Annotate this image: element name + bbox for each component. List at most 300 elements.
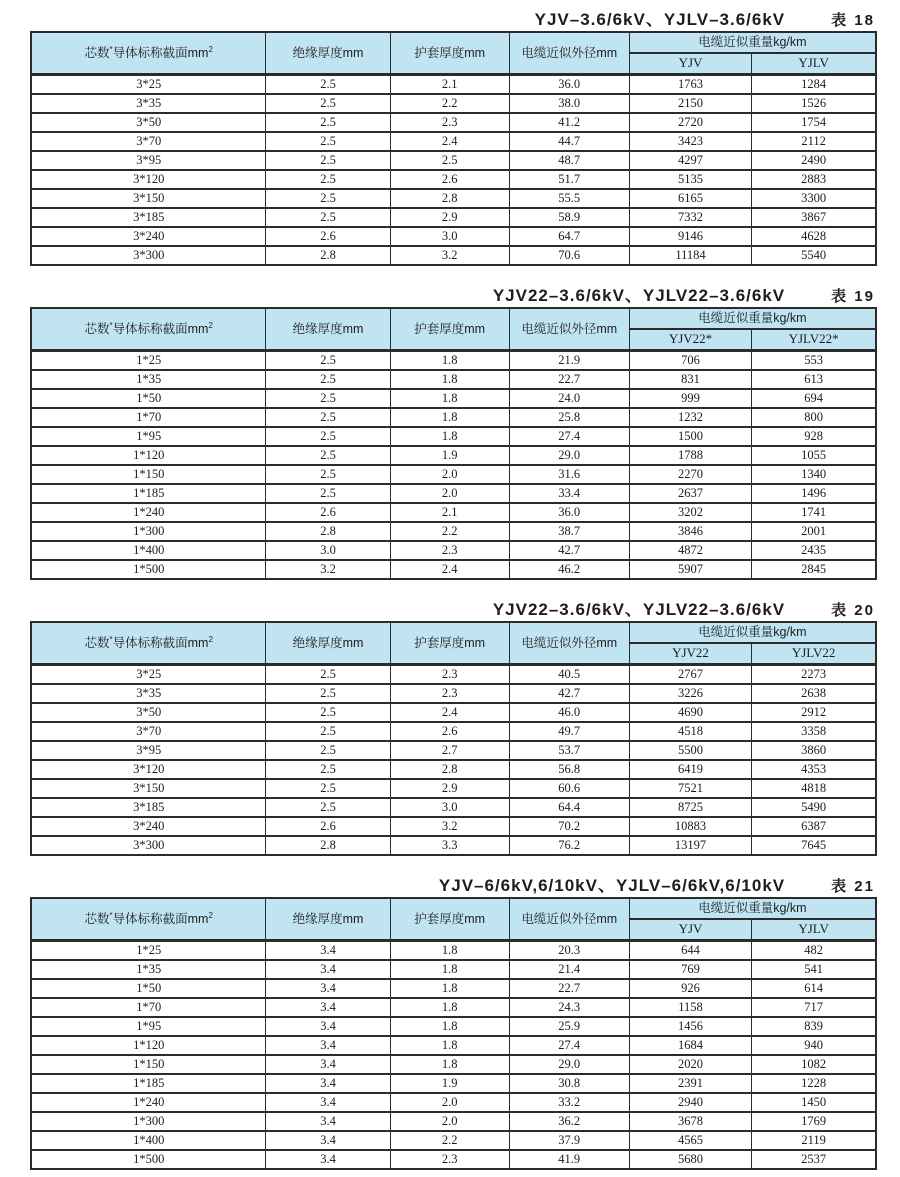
header-asterisk: * [109,634,113,644]
table-row [31,170,876,189]
cell-sheath-thickness: 2.6 [390,722,509,741]
cell-outer-diameter: 42.7 [509,684,629,703]
cell-outer-diameter: 33.2 [509,1093,629,1112]
cell-weight-a: 3846 [629,522,752,541]
cell-weight-a: 5500 [629,741,752,760]
cell-weight-b: 1082 [752,1055,876,1074]
cell-sheath-thickness: 2.2 [390,94,509,113]
cell-outer-diameter: 70.6 [509,246,629,265]
table-row [31,1074,876,1093]
cell-core-section: 3*240 [31,227,266,246]
cell-core-section: 3*25 [31,665,266,685]
cell-weight-b: 928 [752,427,876,446]
cell-outer-diameter: 36.0 [509,75,629,95]
header-row-group [31,308,876,329]
cell-insulation-thickness: 3.4 [266,1131,390,1150]
cell-outer-diameter: 29.0 [509,1055,629,1074]
cell-core-section: 3*300 [31,836,266,855]
cell-outer-diameter: 76.2 [509,836,629,855]
cell-insulation-thickness: 2.8 [266,836,390,855]
table-row [31,665,876,685]
cell-outer-diameter: 36.0 [509,503,629,522]
cell-weight-a: 1500 [629,427,752,446]
table-row [31,798,876,817]
table-row [31,389,876,408]
table-row [31,522,876,541]
cell-weight-a: 999 [629,389,752,408]
cell-sheath-thickness: 1.8 [390,1036,509,1055]
header-text: 导体标称截面mm [112,635,209,650]
header-asterisk: * [109,320,113,330]
cell-insulation-thickness: 2.5 [266,446,390,465]
cell-insulation-thickness: 2.6 [266,227,390,246]
cell-weight-a: 7332 [629,208,752,227]
cell-outer-diameter: 60.6 [509,779,629,798]
cell-outer-diameter: 31.6 [509,465,629,484]
cell-insulation-thickness: 2.5 [266,94,390,113]
table-row [31,684,876,703]
column-header-insulation: 绝缘厚度mm [266,308,390,351]
table-row [31,760,876,779]
cell-insulation-thickness: 2.6 [266,817,390,836]
spec-table [30,621,877,856]
cell-core-section: 1*35 [31,960,266,979]
cell-weight-a: 13197 [629,836,752,855]
cell-core-section: 1*240 [31,1093,266,1112]
table-row [31,484,876,503]
table-row [31,465,876,484]
cell-insulation-thickness: 3.4 [266,1036,390,1055]
column-header-core-section [31,32,266,75]
cell-insulation-thickness: 2.5 [266,189,390,208]
cell-weight-b: 5490 [752,798,876,817]
cell-core-section: 1*70 [31,998,266,1017]
table-title: YJV–6/6kV,6/10kV、YJLV–6/6kV,6/10kV [438,876,786,895]
cell-sheath-thickness: 2.4 [390,703,509,722]
header-asterisk: * [109,910,113,920]
cell-outer-diameter: 46.0 [509,703,629,722]
cell-weight-b: 2638 [752,684,876,703]
cell-outer-diameter: 56.8 [509,760,629,779]
cell-core-section: 3*150 [31,189,266,208]
cell-weight-b: 694 [752,389,876,408]
cell-outer-diameter: 37.9 [509,1131,629,1150]
cell-insulation-thickness: 2.5 [266,722,390,741]
table-row [31,1017,876,1036]
cell-insulation-thickness: 2.5 [266,798,390,817]
cell-outer-diameter: 20.3 [509,941,629,961]
cell-weight-b: 3860 [752,741,876,760]
column-header-sheath: 护套厚度mm [390,898,509,941]
cell-core-section: 3*25 [31,75,266,95]
cell-insulation-thickness: 3.4 [266,1074,390,1093]
cell-weight-a: 8725 [629,798,752,817]
cell-weight-b: 1055 [752,446,876,465]
cell-outer-diameter: 25.9 [509,1017,629,1036]
column-header-sheath: 护套厚度mm [390,32,509,75]
cell-sheath-thickness: 2.5 [390,151,509,170]
cell-insulation-thickness: 2.5 [266,75,390,95]
spec-table [30,897,877,1170]
cell-weight-a: 1456 [629,1017,752,1036]
cell-weight-b: 717 [752,998,876,1017]
cell-weight-a: 2767 [629,665,752,685]
cell-sheath-thickness: 2.0 [390,1112,509,1131]
table-row [31,75,876,95]
cell-weight-b: 7645 [752,836,876,855]
column-header-weight-type: YJV22 [629,643,752,665]
cell-weight-b: 800 [752,408,876,427]
table-block [30,871,877,1170]
table-row [31,1093,876,1112]
cell-insulation-thickness: 3.4 [266,1017,390,1036]
cell-weight-a: 9146 [629,227,752,246]
table-title: YJV22–3.6/6kV、YJLV22–3.6/6kV [492,600,786,619]
cell-core-section: 3*50 [31,113,266,132]
cell-insulation-thickness: 2.8 [266,522,390,541]
cell-outer-diameter: 38.0 [509,94,629,113]
table-number: 表 19 [831,288,875,305]
cell-outer-diameter: 29.0 [509,446,629,465]
cell-core-section: 3*120 [31,170,266,189]
cell-weight-a: 4565 [629,1131,752,1150]
header-text: 芯数 [84,635,110,650]
table-row [31,722,876,741]
cell-insulation-thickness: 2.5 [266,484,390,503]
cell-weight-b: 1496 [752,484,876,503]
cell-outer-diameter: 40.5 [509,665,629,685]
table-row [31,132,876,151]
table-row [31,541,876,560]
cell-insulation-thickness: 3.0 [266,541,390,560]
cell-insulation-thickness: 2.5 [266,389,390,408]
cell-weight-a: 2020 [629,1055,752,1074]
cell-sheath-thickness: 1.8 [390,998,509,1017]
cell-sheath-thickness: 1.8 [390,941,509,961]
cell-sheath-thickness: 2.1 [390,503,509,522]
cell-core-section: 1*400 [31,541,266,560]
table-row [31,941,876,961]
cell-core-section: 1*185 [31,1074,266,1093]
cell-weight-a: 3202 [629,503,752,522]
table-row [31,741,876,760]
cell-insulation-thickness: 3.4 [266,1150,390,1169]
cell-outer-diameter: 41.2 [509,113,629,132]
cell-weight-a: 1788 [629,446,752,465]
column-header-weight-type: YJLV [752,919,876,941]
cell-weight-a: 3226 [629,684,752,703]
table-row [31,94,876,113]
cell-core-section: 1*70 [31,408,266,427]
cell-core-section: 1*300 [31,1112,266,1131]
header-asterisk: * [109,44,113,54]
header-squared: 2 [208,320,213,330]
cell-outer-diameter: 24.3 [509,998,629,1017]
cell-insulation-thickness: 2.5 [266,151,390,170]
cell-insulation-thickness: 2.5 [266,665,390,685]
cell-core-section: 1*120 [31,1036,266,1055]
cell-weight-b: 2845 [752,560,876,579]
cell-sheath-thickness: 2.9 [390,779,509,798]
cell-outer-diameter: 44.7 [509,132,629,151]
cell-weight-a: 831 [629,370,752,389]
table-row [31,503,876,522]
cell-sheath-thickness: 2.0 [390,484,509,503]
cell-weight-a: 10883 [629,817,752,836]
cell-insulation-thickness: 3.4 [266,941,390,961]
cell-weight-b: 3300 [752,189,876,208]
cell-weight-a: 706 [629,351,752,371]
cell-weight-b: 940 [752,1036,876,1055]
column-header-insulation: 绝缘厚度mm [266,32,390,75]
column-header-diameter: 电缆近似外径mm [509,32,629,75]
table-block [30,5,877,266]
cell-insulation-thickness: 2.5 [266,779,390,798]
cell-weight-a: 1232 [629,408,752,427]
header-row-group [31,32,876,53]
table-row [31,1055,876,1074]
cell-weight-b: 553 [752,351,876,371]
table-row [31,113,876,132]
column-header-weight-group: 电缆近似重量kg/km [629,622,876,643]
cell-sheath-thickness: 3.0 [390,227,509,246]
cell-weight-b: 2119 [752,1131,876,1150]
table-row [31,1150,876,1169]
table-title-row [30,5,877,29]
cell-weight-b: 2912 [752,703,876,722]
cell-sheath-thickness: 2.0 [390,465,509,484]
cell-sheath-thickness: 1.8 [390,408,509,427]
cell-sheath-thickness: 2.6 [390,170,509,189]
cell-core-section: 1*400 [31,1131,266,1150]
cell-sheath-thickness: 2.4 [390,560,509,579]
cell-sheath-thickness: 3.3 [390,836,509,855]
cell-weight-b: 839 [752,1017,876,1036]
header-squared: 2 [208,910,213,920]
cell-core-section: 1*50 [31,979,266,998]
column-header-core-section [31,898,266,941]
table-title: YJV22–3.6/6kV、YJLV22–3.6/6kV [492,286,786,305]
column-header-sheath: 护套厚度mm [390,308,509,351]
cell-insulation-thickness: 2.5 [266,351,390,371]
cell-weight-b: 482 [752,941,876,961]
cell-core-section: 1*150 [31,465,266,484]
cell-insulation-thickness: 3.4 [266,960,390,979]
cell-weight-a: 4872 [629,541,752,560]
cell-weight-b: 5540 [752,246,876,265]
table-row [31,703,876,722]
cell-sheath-thickness: 1.8 [390,370,509,389]
cell-core-section: 3*185 [31,208,266,227]
cell-weight-b: 2112 [752,132,876,151]
cell-weight-b: 6387 [752,817,876,836]
cell-outer-diameter: 21.9 [509,351,629,371]
cell-core-section: 1*25 [31,941,266,961]
cell-insulation-thickness: 2.6 [266,503,390,522]
cell-weight-a: 7521 [629,779,752,798]
column-header-insulation: 绝缘厚度mm [266,622,390,665]
cell-core-section: 1*50 [31,389,266,408]
table-row [31,370,876,389]
cell-insulation-thickness: 2.5 [266,703,390,722]
cell-core-section: 3*240 [31,817,266,836]
cell-weight-b: 1340 [752,465,876,484]
cell-sheath-thickness: 2.8 [390,760,509,779]
table-row [31,560,876,579]
cell-weight-a: 926 [629,979,752,998]
cell-core-section: 3*120 [31,760,266,779]
header-squared: 2 [208,634,213,644]
table-row [31,836,876,855]
cell-sheath-thickness: 1.8 [390,1017,509,1036]
cell-insulation-thickness: 2.5 [266,760,390,779]
cell-sheath-thickness: 2.7 [390,741,509,760]
cell-weight-a: 1684 [629,1036,752,1055]
cell-insulation-thickness: 2.5 [266,132,390,151]
table-number: 表 21 [831,878,875,895]
cell-sheath-thickness: 1.8 [390,979,509,998]
table-row [31,446,876,465]
cell-insulation-thickness: 2.5 [266,208,390,227]
column-header-diameter: 电缆近似外径mm [509,308,629,351]
cell-core-section: 1*500 [31,1150,266,1169]
header-text: 芯数 [84,45,110,60]
cell-sheath-thickness: 1.8 [390,1055,509,1074]
cell-core-section: 3*185 [31,798,266,817]
cell-insulation-thickness: 2.5 [266,465,390,484]
column-header-sheath: 护套厚度mm [390,622,509,665]
cell-sheath-thickness: 1.9 [390,1074,509,1093]
cell-outer-diameter: 33.4 [509,484,629,503]
table-row [31,246,876,265]
cell-outer-diameter: 48.7 [509,151,629,170]
cell-outer-diameter: 38.7 [509,522,629,541]
cell-weight-a: 5135 [629,170,752,189]
header-text: 芯数 [84,321,110,336]
cell-core-section: 3*35 [31,684,266,703]
cell-weight-b: 613 [752,370,876,389]
cell-core-section: 3*50 [31,703,266,722]
cell-weight-b: 1769 [752,1112,876,1131]
cell-outer-diameter: 27.4 [509,1036,629,1055]
cell-outer-diameter: 64.7 [509,227,629,246]
cell-insulation-thickness: 2.5 [266,408,390,427]
cell-outer-diameter: 64.4 [509,798,629,817]
cell-sheath-thickness: 2.3 [390,684,509,703]
cell-sheath-thickness: 2.1 [390,75,509,95]
cell-weight-b: 4818 [752,779,876,798]
column-header-core-section [31,622,266,665]
cell-insulation-thickness: 2.5 [266,741,390,760]
table-row [31,979,876,998]
table-row [31,817,876,836]
cell-weight-a: 644 [629,941,752,961]
column-header-weight-type: YJLV22* [752,329,876,351]
cell-outer-diameter: 22.7 [509,370,629,389]
cell-weight-b: 1284 [752,75,876,95]
table-title-row [30,281,877,305]
cell-sheath-thickness: 2.3 [390,1150,509,1169]
cell-sheath-thickness: 1.9 [390,446,509,465]
table-row [31,208,876,227]
cell-insulation-thickness: 2.5 [266,370,390,389]
column-header-weight-type: YJV [629,919,752,941]
cell-core-section: 1*120 [31,446,266,465]
cell-core-section: 1*95 [31,1017,266,1036]
table-row [31,1131,876,1150]
column-header-core-section [31,308,266,351]
cell-sheath-thickness: 2.0 [390,1093,509,1112]
cell-core-section: 1*500 [31,560,266,579]
cell-core-section: 3*95 [31,151,266,170]
cell-core-section: 1*95 [31,427,266,446]
column-header-diameter: 电缆近似外径mm [509,898,629,941]
table-row [31,227,876,246]
cell-sheath-thickness: 2.2 [390,1131,509,1150]
spec-table [30,31,877,266]
table-title-row [30,595,877,619]
cell-outer-diameter: 55.5 [509,189,629,208]
cell-weight-a: 11184 [629,246,752,265]
table-row [31,1036,876,1055]
column-header-weight-type: YJLV [752,53,876,75]
table-row [31,151,876,170]
cell-weight-a: 4297 [629,151,752,170]
cell-weight-a: 4690 [629,703,752,722]
cell-weight-a: 2720 [629,113,752,132]
header-squared: 2 [208,44,213,54]
cell-weight-a: 769 [629,960,752,979]
column-header-weight-group: 电缆近似重量kg/km [629,898,876,919]
cell-weight-b: 541 [752,960,876,979]
cell-weight-a: 2637 [629,484,752,503]
cell-insulation-thickness: 2.5 [266,170,390,189]
header-text: 芯数 [84,911,110,926]
cell-core-section: 3*95 [31,741,266,760]
cell-weight-b: 2490 [752,151,876,170]
table-block [30,595,877,856]
cell-sheath-thickness: 2.4 [390,132,509,151]
cell-weight-b: 3867 [752,208,876,227]
cell-sheath-thickness: 3.0 [390,798,509,817]
column-header-weight-type: YJV [629,53,752,75]
cell-weight-b: 1450 [752,1093,876,1112]
cell-weight-a: 5907 [629,560,752,579]
column-header-insulation: 绝缘厚度mm [266,898,390,941]
table-row [31,998,876,1017]
cell-insulation-thickness: 3.2 [266,560,390,579]
cell-weight-a: 2270 [629,465,752,484]
cell-core-section: 3*70 [31,722,266,741]
cell-outer-diameter: 30.8 [509,1074,629,1093]
cell-insulation-thickness: 2.5 [266,427,390,446]
table-number: 表 20 [831,602,875,619]
cell-outer-diameter: 36.2 [509,1112,629,1131]
cell-weight-a: 6419 [629,760,752,779]
column-header-diameter: 电缆近似外径mm [509,622,629,665]
cell-weight-b: 614 [752,979,876,998]
cell-core-section: 1*150 [31,1055,266,1074]
table-row [31,408,876,427]
table-row [31,427,876,446]
cell-weight-a: 1763 [629,75,752,95]
cell-sheath-thickness: 1.8 [390,351,509,371]
cell-weight-b: 1228 [752,1074,876,1093]
column-header-weight-type: YJV22* [629,329,752,351]
cell-insulation-thickness: 2.5 [266,684,390,703]
cell-weight-b: 1754 [752,113,876,132]
cell-weight-b: 2001 [752,522,876,541]
